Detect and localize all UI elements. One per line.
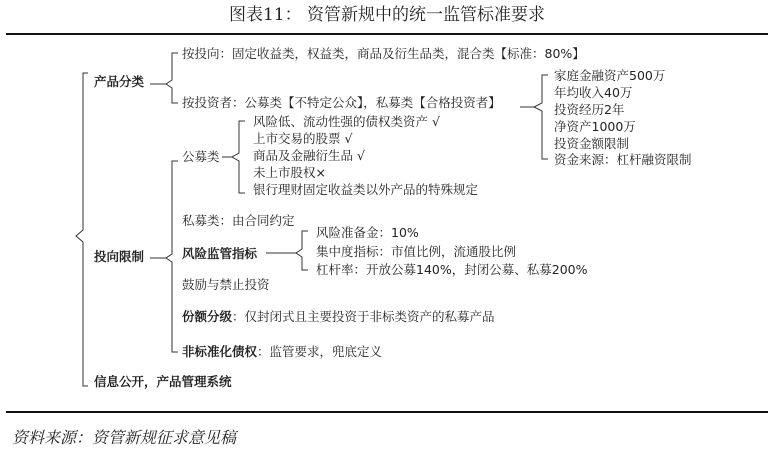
tranche-label: 份额分级 <box>182 309 233 324</box>
node-private-fund: 私募类：由合同约定 <box>182 213 295 228</box>
bracket-product <box>166 53 178 103</box>
bracket-public <box>232 121 245 193</box>
bracket-risk <box>296 231 308 270</box>
qualified-item: 投资金额限制 <box>554 136 630 151</box>
nonstandard-text: ：监管要求，兜底定义 <box>257 344 383 359</box>
source-note: 资料来源：资管新规征求意见稿 <box>12 428 237 447</box>
node-by-investment: 按投向：固定收益类，权益类，商品及衍生品类，混合类【标准：80%】 <box>182 46 585 61</box>
node-disclosure: 信息公开，产品管理系统 <box>94 374 232 389</box>
public-item: 未上市股权× <box>253 165 326 180</box>
node-public-fund: 公募类 <box>182 149 220 164</box>
qualified-item: 家庭金融资产500万 <box>554 68 666 83</box>
node-by-investor: 按投资者：公募类【不特定公众】，私募类【合格投资者】 <box>182 95 501 110</box>
nonstandard-label: 非标准化债权 <box>182 344 258 359</box>
public-item: 风险低、流动性强的债权类资产 √ <box>253 114 440 129</box>
qualified-item: 年均收入40万 <box>554 85 633 100</box>
risk-item: 集中度指标：市值比例，流通股比例 <box>316 244 517 259</box>
bracket-qualified <box>534 75 548 159</box>
node-product-category: 产品分类 <box>94 74 145 89</box>
bracket-root <box>76 73 88 386</box>
node-nonstandard <box>182 344 382 360</box>
node-encourage-prohibit: 鼓励与禁止投资 <box>182 277 270 292</box>
bottom-rule <box>6 411 768 413</box>
public-item: 商品及金融衍生品 √ <box>253 148 365 163</box>
node-tranche <box>182 309 495 325</box>
node-risk-indicator: 风险监管指标 <box>182 246 258 261</box>
figure-title: 图表11： 资管新规中的统一监管标准要求 <box>228 5 546 25</box>
risk-item: 风险准备金：10% <box>316 225 419 240</box>
qualified-item: 投资经历2年 <box>554 102 625 117</box>
bracket-restriction <box>166 161 178 352</box>
qualified-item: 净资产1000万 <box>554 119 636 134</box>
public-item: 上市交易的股票 √ <box>253 131 353 146</box>
public-item: 银行理财固定收益类以外产品的特殊规定 <box>253 182 479 197</box>
risk-item: 杠杆率：开放公募140%，封闭公募、私募200% <box>316 262 588 277</box>
qualified-item: 资金来源：杠杆融资限制 <box>554 152 692 167</box>
node-investment-restriction: 投向限制 <box>94 249 145 264</box>
tranche-text: ：仅封闭式且主要投资于非标类资产的私募产品 <box>232 309 495 324</box>
